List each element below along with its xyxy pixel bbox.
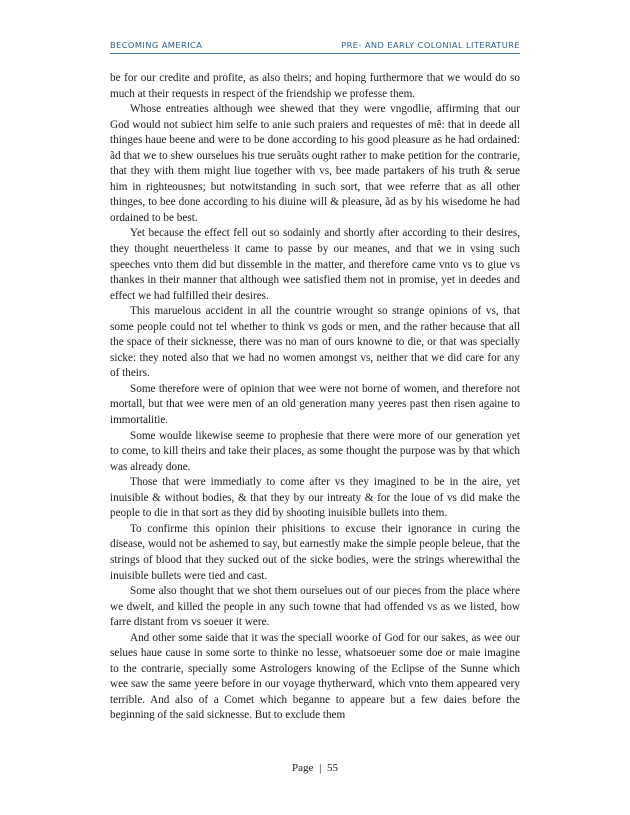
paragraph-7: Those that were immediatly to come after vs they imagined to be in the aire, yet inuisible & without bodies, & that they by our intreaty & for the loue of vs did make the people to die in that sort as they did by shooting inuisible bullets into them. [110, 476, 520, 520]
page-separator: | [319, 762, 322, 774]
running-header [110, 40, 520, 54]
page-label: Page [291, 762, 314, 774]
paragraph-2: Whose entreaties although wee shewed that they were vngodlie, affirming that our God would not subiect him selfe to anie such praiers and requestes of mê: that in deede all thinges haue beene and were to be done according to his good pleasure as he had ordained: ãd that we to shew ourselues his true seruãts ought rather to make petition for the contrarie, that they with them might liue together with vs, bee made partakers of his truth & serue him in righteousnes; but notwitstanding in such sort, that wee referre that as all other thinges, to bee done according to his diuine will & pleasure, ãd as by his wisedome he had ordained to be best. [110, 103, 520, 224]
paragraph-4: This maruelous accident in all the countrie wrought so strange opinions of vs, that some people could not tel whether to think vs gods or men, and the rather because that all the space of their sicknesse, there was no man of ours knowne to die, or that was specially sicke: they noted also that we had no women amongst vs, neither that we did care for any of theirs. [110, 305, 520, 380]
body-text [110, 71, 520, 724]
page-number: 55 [327, 762, 339, 774]
header-book-title: BECOMING AMERICA [110, 40, 203, 50]
paragraph-3: Yet because the effect fell out so sodainly and shortly after according to their desires, they thought neuertheless it came to passe by our meanes, and that we in vsing such speeches vnto them did but dissemble in the matter, and therefore came vnto vs to giue vs thankes in their manner that although wee satisfied them not in promise, yet in deedes and effect we had fulfilled their desires. [110, 227, 520, 302]
paragraph-1: be for our credite and profite, as also theirs; and hoping furthermore that we would do so much at their requests in respect of the friendship we professe them. [110, 72, 520, 100]
header-section-title: PRE- AND EARLY COLONIAL LITERATURE [341, 40, 520, 50]
paragraph-5: Some therefore were of opinion that wee were not borne of women, and therefore not mortall, but that wee were men of an old generation many yeeres past then risen againe to immortalitie. [110, 382, 520, 427]
paragraph-9: Some also thought that we shot them ourselues out of our pieces from the place where we dwelt, and killed the people in any such towne that had offended vs as we listed, how farre distant from vs soeuer it were. [110, 585, 520, 629]
paragraph-10: And other some saide that it was the speciall woorke of God for our sakes, as wee our selues haue cause in some sorte to thinke no lesse, whatsoeuer some doe or maie imagine to the contrarie, specially some Astrologers knowing of the Eclipse of the Sunne which wee saw the same yeere before in our voyage thytherward, which vnto them appeared very terrible. And also of a Comet which beganne to appeare but a few daies before the beginning of the said sicknesse. But to exclude them [110, 631, 520, 722]
paragraph-8: To confirme this opinion their phisitions to excuse their ignorance in curing the disease, would not be ashemed to say, but earnestly make the simple people beleue, that the strings of blood that they sucked out of the sicke bodies, were the strings wherewithal the inuisible bullets were tied and cast. [110, 522, 520, 582]
page-footer [0, 762, 630, 774]
paragraph-6: Some woulde likewise seeme to prophesie that there were more of our generation yet to come, to kill theirs and take their places, as some thought the purpose was by that which was already done. [110, 429, 520, 473]
header-rule [110, 53, 520, 54]
